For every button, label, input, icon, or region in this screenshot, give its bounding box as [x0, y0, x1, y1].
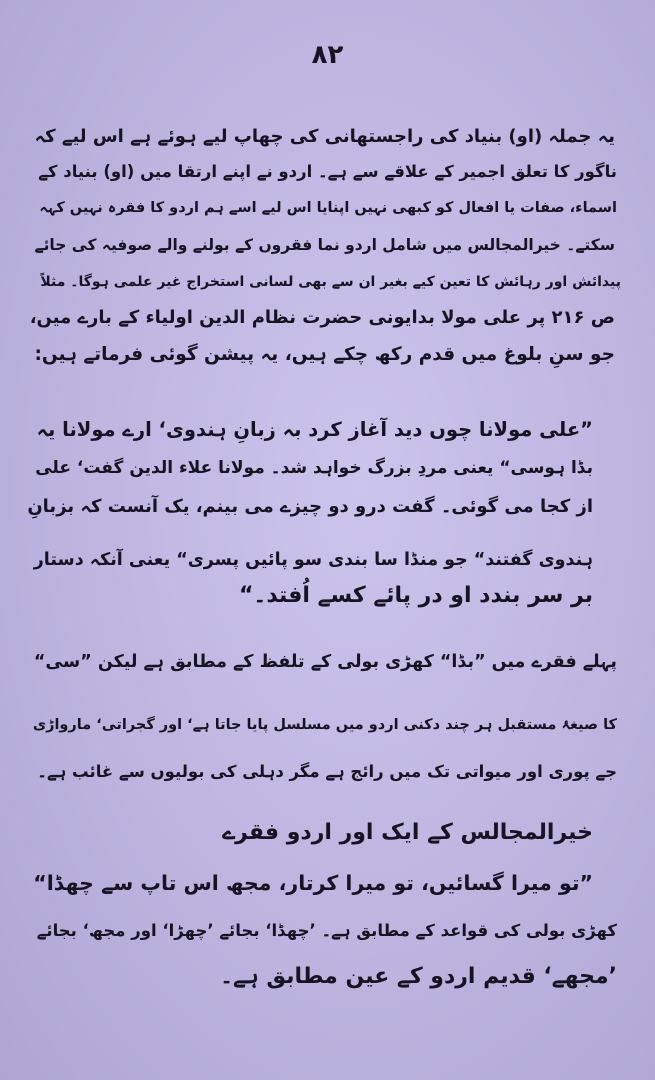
text-line: پہلے فقرے میں ”بڈا“ کھڑی بولی کے تلفظ کے مطابق ہے لیکن ”سی“ — [33, 652, 617, 672]
quote-line: بڈا ہوسی“ یعنی مردِ بزرگ خواہد شد۔ مولانا علاء الدین گفت‘ علی — [35, 458, 593, 478]
quote-line: از کجا می گوئی۔ گفت درو دو چیزے می بینم، یک آنست کہ بزبانِ — [27, 496, 593, 517]
text-line: ناگور کا تعلق اجمیر کے علاقے سے ہے۔ اردو نے اپنے ارتقا میں (او) بنیاد کے — [38, 162, 617, 181]
page-number: ۸۲ — [311, 40, 344, 70]
text-line: اسماء، صفات یا افعال کو کبھی نہیں اپنایا اس لیے اسے ہم اردو کا فقرہ نہیں کہہ — [39, 200, 617, 216]
text-line: خیرالمجالس کے ایک اور اردو فقرے — [222, 820, 593, 845]
text-line: یہ جملہ (او) بنیاد کی راجستھانی کی چھاپ لیے ہوئے ہے اس لیے کہ — [34, 126, 615, 147]
text-line: جے پوری اور میواتی تک میں رائج ہے مگر دہلی کی بولیوں سے غائب ہے۔ — [37, 762, 617, 781]
quote-line: ”تو میرا گسائیں، تو میرا کرتار، مجھ اس تاپ سے چھڈا“ — [33, 871, 593, 895]
text-line: سکتے۔ خیرالمجالس میں شامل اردو نما فقروں کے بولنے والے صوفیہ کی جائے — [34, 236, 615, 254]
quote-line: ”علی مولانا چوں دید آغاز کرد بہ زبانِ ہندوی‘ ارے مولانا یہ — [36, 418, 593, 441]
text-line: کا صیغۂ مستقبل ہر چند دکنی اردو میں مسلسل پایا جاتا ہے‘ اور گجراتی‘ مارواڑی — [32, 717, 617, 733]
text-line: پیدائش اور رہائش کا تعین کیے بغیر ان سے بھی لسانی استخراج غیر علمی ہوگا۔ مثلاً — [40, 274, 621, 290]
text-line: جو سنِ بلوغ میں قدم رکھ چکے ہیں، یہ پیشن گوئی فرماتے ہیں: — [34, 344, 615, 365]
text-line: ’مجھے‘ قدیم اردو کے عین مطابق ہے۔ — [220, 964, 617, 989]
quote-line: ہندوی گفتند“ جو منڈا سا بندی سو پائیں پسری“ یعنی آنکہ دستار — [33, 550, 593, 570]
text-line: کھڑی بولی کی قواعد کے مطابق ہے۔ ’چھڈا‘ بجائے ’چھڑا‘ اور مجھ‘ بجائے — [36, 921, 617, 940]
text-line: ص ۲۱۶ پر علی مولا بدایونی حضرت نظام الدین اولیاء کے بارے میں، — [29, 307, 615, 328]
quote-line: بر سر بندد او در پائے کسے اُفتد۔“ — [238, 583, 593, 608]
